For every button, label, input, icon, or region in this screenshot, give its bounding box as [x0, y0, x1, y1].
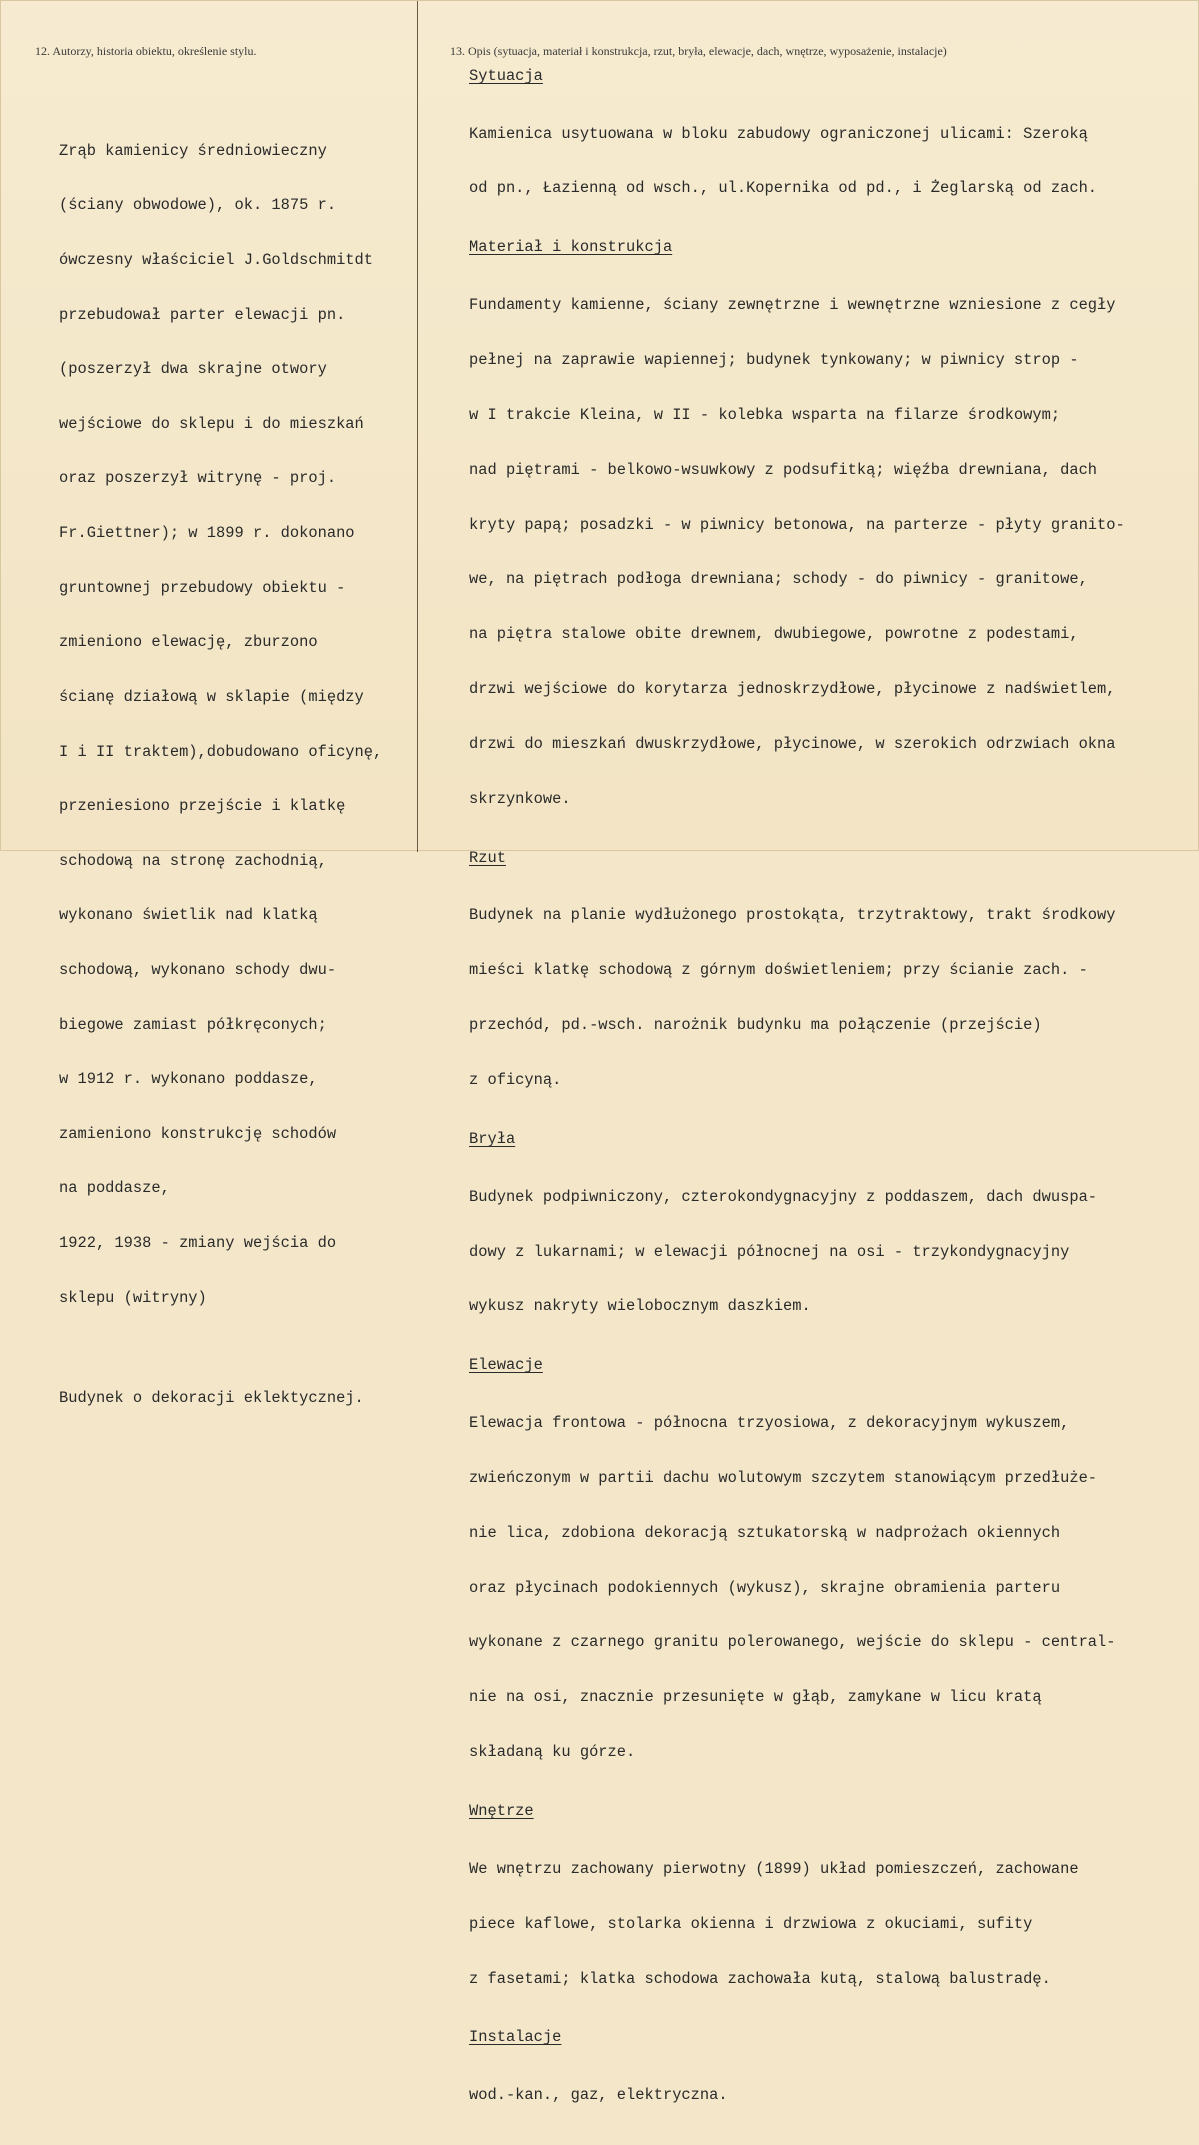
history-line: zmieniono elewację, zburzono — [59, 633, 318, 652]
section-line: Kamienica usytuowana w bloku zabudowy ograniczonej ulicami: Szeroką — [469, 124, 1088, 143]
history-line: 1922, 1938 - zmiany wejścia do — [59, 1234, 337, 1252]
history-line: zamieniono konstrukcję schodów — [59, 1124, 337, 1143]
history-line: schodową, wykonano schody dwu- — [59, 960, 337, 979]
section-line: mieści klatkę schodową z górnym doświetleniem; przy ścianie zach. - — [469, 961, 1088, 980]
section-line: pełnej na zaprawie wapiennej; budynek tynkowany; w piwnicy strop - — [469, 350, 1079, 369]
history-text — [59, 69, 409, 1443]
section-line: piece kaflowe, stolarka okienna i drzwiowa z okuciami, sufity — [469, 1914, 1033, 1933]
section-title: Wnętrze — [469, 1802, 534, 1821]
section-line: nie lica, zdobiona dekoracją sztukatorską w nadprożach okiennych — [469, 1523, 1061, 1542]
history-line: na poddasze, — [59, 1179, 170, 1198]
section-line: na piętra stalowe obite drewnem, dwubiegowe, powrotne z podestami, — [469, 625, 1079, 644]
section-line: drzwi do mieszkań dwuskrzydłowe, płycinowe, w szerokich odrzwiach okna — [469, 735, 1116, 754]
section-line: z fasetami; klatka schodowa zachowała kutą, stalową balustradę. — [469, 1969, 1051, 1988]
history-line: przeniesiono przejście i klatkę — [59, 797, 346, 816]
history-line: sklepu (witryny) — [59, 1288, 207, 1307]
section-line: wykusz nakryty wielobocznym daszkiem. — [469, 1297, 811, 1316]
description-column — [469, 67, 1189, 2145]
style-statement: Budynek o dekoracji eklektycznej. — [59, 1388, 364, 1407]
section-body — [469, 1151, 1189, 1352]
section-line: drzwi wejściowe do korytarza jednoskrzydłowe, płycinowe z nadświetlem, — [469, 680, 1116, 699]
history-line: Fr.Giettner); w 1899 r. dokonano — [59, 524, 355, 543]
section-line: wykonane z czarnego granitu polerowanego, wejście do sklepu - central- — [469, 1633, 1116, 1652]
history-line: przebudował parter elewacji pn. — [59, 305, 346, 324]
history-line: ścianę działową w sklapie (między — [59, 687, 364, 706]
section-material — [469, 238, 1189, 845]
section-title: Bryła — [469, 1130, 516, 1149]
section-title: Materiał i konstrukcja — [469, 238, 673, 257]
history-line: wykonano świetlik nad klatką — [59, 906, 318, 925]
section-line: Fundamenty kamienne, ściany zewnętrzne i wewnętrzne wzniesione z cegły — [469, 295, 1116, 314]
right-column-heading: 13. Opis (sytuacja, materiał i konstrukcja, rzut, bryła, elewacje, dach, wnętrze, wyposażenie, instalacje) — [450, 44, 947, 58]
section-line: z oficyną. — [469, 1071, 562, 1090]
section-title: Rzut — [469, 848, 506, 867]
history-line: biegowe zamiast półkręconych; — [59, 1015, 327, 1034]
section-line: od pn., Łazienną od wsch., ul.Kopernika od pd., i Żeglarską od zach. — [469, 179, 1098, 198]
section-title: Instalacje — [469, 2028, 562, 2047]
section-title: Elewacje — [469, 1356, 543, 1375]
history-line: (ściany obwodowe), ok. 1875 r. — [59, 196, 337, 215]
section-body — [469, 88, 1189, 234]
section-line: zwieńczonym w partii dachu wolutowym szczytem stanowiącym przedłuże- — [469, 1468, 1098, 1487]
section-body — [469, 259, 1189, 845]
section-line: kryty papą; posadzki - w piwnicy betonowa, na parterze - płyty granito- — [469, 515, 1125, 534]
section-line: dowy z lukarnami; w elewacji północnej na osi - trzykondygnacyjny — [469, 1242, 1070, 1261]
section-wnetrze — [469, 1802, 1189, 2024]
history-paragraph — [59, 105, 409, 1343]
section-line: wod.-kan., gaz, elektryczna. — [469, 2085, 728, 2104]
section-line: We wnętrzu zachowany pierwotny (1899) układ pomieszczeń, zachowane — [469, 1859, 1079, 1878]
section-line: Elewacja frontowa - północna trzyosiowa, z dekoracyjnym wykuszem, — [469, 1413, 1070, 1432]
column-divider — [417, 1, 418, 852]
section-sytuacja — [469, 67, 1189, 234]
section-line: nad piętrami - belkowo-wsuwkowy z podsufitką; więźba drewniana, dach — [469, 460, 1098, 479]
section-rzut — [469, 849, 1189, 1126]
history-line: (poszerzył dwa skrajne otwory — [59, 360, 327, 379]
section-line: skrzynkowe. — [469, 789, 571, 808]
history-line: ówczesny właściciel J.Goldschmitdt — [59, 251, 374, 270]
section-line: przechód, pd.-wsch. narożnik budynku ma połączenie (przejście) — [469, 1016, 1042, 1035]
section-line: Budynek na planie wydłużonego prostokąta, trzytraktowy, trakt środkowy — [469, 906, 1116, 925]
section-line: Budynek podpiwniczony, czterokondygnacyjny z poddaszem, dach dwuspa- — [469, 1187, 1098, 1206]
section-body — [469, 870, 1189, 1126]
section-line: oraz płycinach podokiennych (wykusz), skrajne obramienia parteru — [469, 1578, 1061, 1597]
section-body — [469, 2049, 1189, 2140]
history-line: Zrąb kamienicy średniowieczny — [59, 141, 327, 160]
left-column-heading: 12. Autorzy, historia obiektu, określenie stylu. — [35, 44, 257, 58]
history-line: schodową na stronę zachodnią, — [59, 851, 327, 870]
section-body — [469, 1377, 1189, 1798]
section-line: składaną ku górze. — [469, 1743, 636, 1762]
section-line: we, na piętrach podłoga drewniana; schody - do piwnicy - granitowe, — [469, 570, 1088, 589]
section-bryla — [469, 1130, 1189, 1352]
history-line: wejściowe do sklepu i do mieszkań — [59, 414, 364, 433]
section-line: w I trakcie Kleina, w II - kolebka wsparta na filarze środkowym; — [469, 405, 1061, 424]
section-instalacje — [469, 2028, 1189, 2140]
history-line: gruntownej przebudowy obiektu - — [59, 578, 346, 597]
section-body — [469, 1823, 1189, 2024]
history-line: w 1912 r. wykonano poddasze, — [59, 1070, 318, 1089]
section-title: Sytuacja — [469, 67, 543, 85]
history-line: oraz poszerzył witrynę - proj. — [59, 469, 337, 488]
section-line: nie na osi, znacznie przesunięte w głąb, zamykane w licu kratą — [469, 1688, 1042, 1707]
history-line: I i II traktem),dobudowano oficynę, — [59, 742, 383, 761]
section-elewacje — [469, 1356, 1189, 1798]
